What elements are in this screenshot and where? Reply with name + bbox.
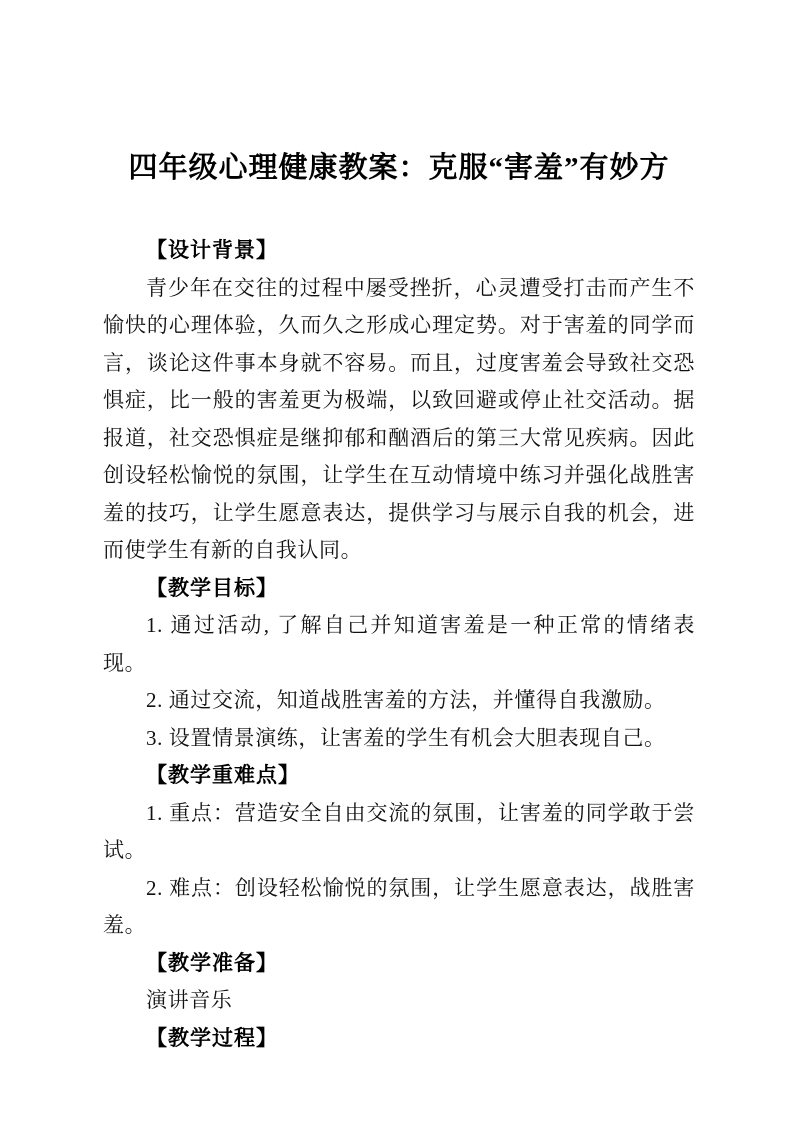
section-heading-design-background: 【设计背景】 [146, 238, 278, 262]
section-heading-teaching-process: 【教学过程】 [146, 1025, 278, 1050]
section-heading-teaching-goals: 【教学目标】 [146, 575, 278, 600]
design-background-paragraph: 青少年在交往的过程中屡受挫折，心灵遭受打击而产生不愉快的心理体验，久而久之形成心理定势。对于害羞的同学而言，谈论这件事本身就不容易。而且，过度害羞会导致社交恐惧症，比一般的害羞更为极端，以致回避或停止社交活动。据报道，社交恐惧症是继抑郁和酗酒后的第三大常见疾病。因此创设轻松愉悦的氛围，让学生在互动情境中练习并强化战胜害羞的技巧，让学生愿意表达，提供学习与展示自我的机会，进而使学生有新的自我认同。 [103, 275, 695, 562]
teaching-goal-item-1: 1. 通过活动, 了解自己并知道害羞是一种正常的情绪表现。 [103, 613, 695, 675]
key-point-item: 1. 重点：营造安全自由交流的氛围，让害羞的同学敢于尝试。 [103, 800, 695, 862]
teaching-preparation-item: 演讲音乐 [146, 988, 233, 1012]
document-content [103, 232, 695, 1057]
section-heading-key-difficult-points: 【教学重难点】 [146, 763, 300, 787]
teaching-goal-item-2: 2. 通过交流，知道战胜害羞的方法，并懂得自我激励。 [146, 688, 666, 712]
section-heading-teaching-preparation: 【教学准备】 [146, 950, 278, 975]
difficult-point-item: 2. 难点：创设轻松愉悦的氛围，让学生愿意表达，战胜害羞。 [103, 875, 695, 937]
document-body [103, 145, 695, 1057]
page-title: 四年级心理健康教案：克服“害羞”有妙方 [128, 152, 670, 184]
teaching-goal-item-3: 3. 设置情景演练，让害羞的学生有机会大胆表现自己。 [146, 725, 666, 750]
